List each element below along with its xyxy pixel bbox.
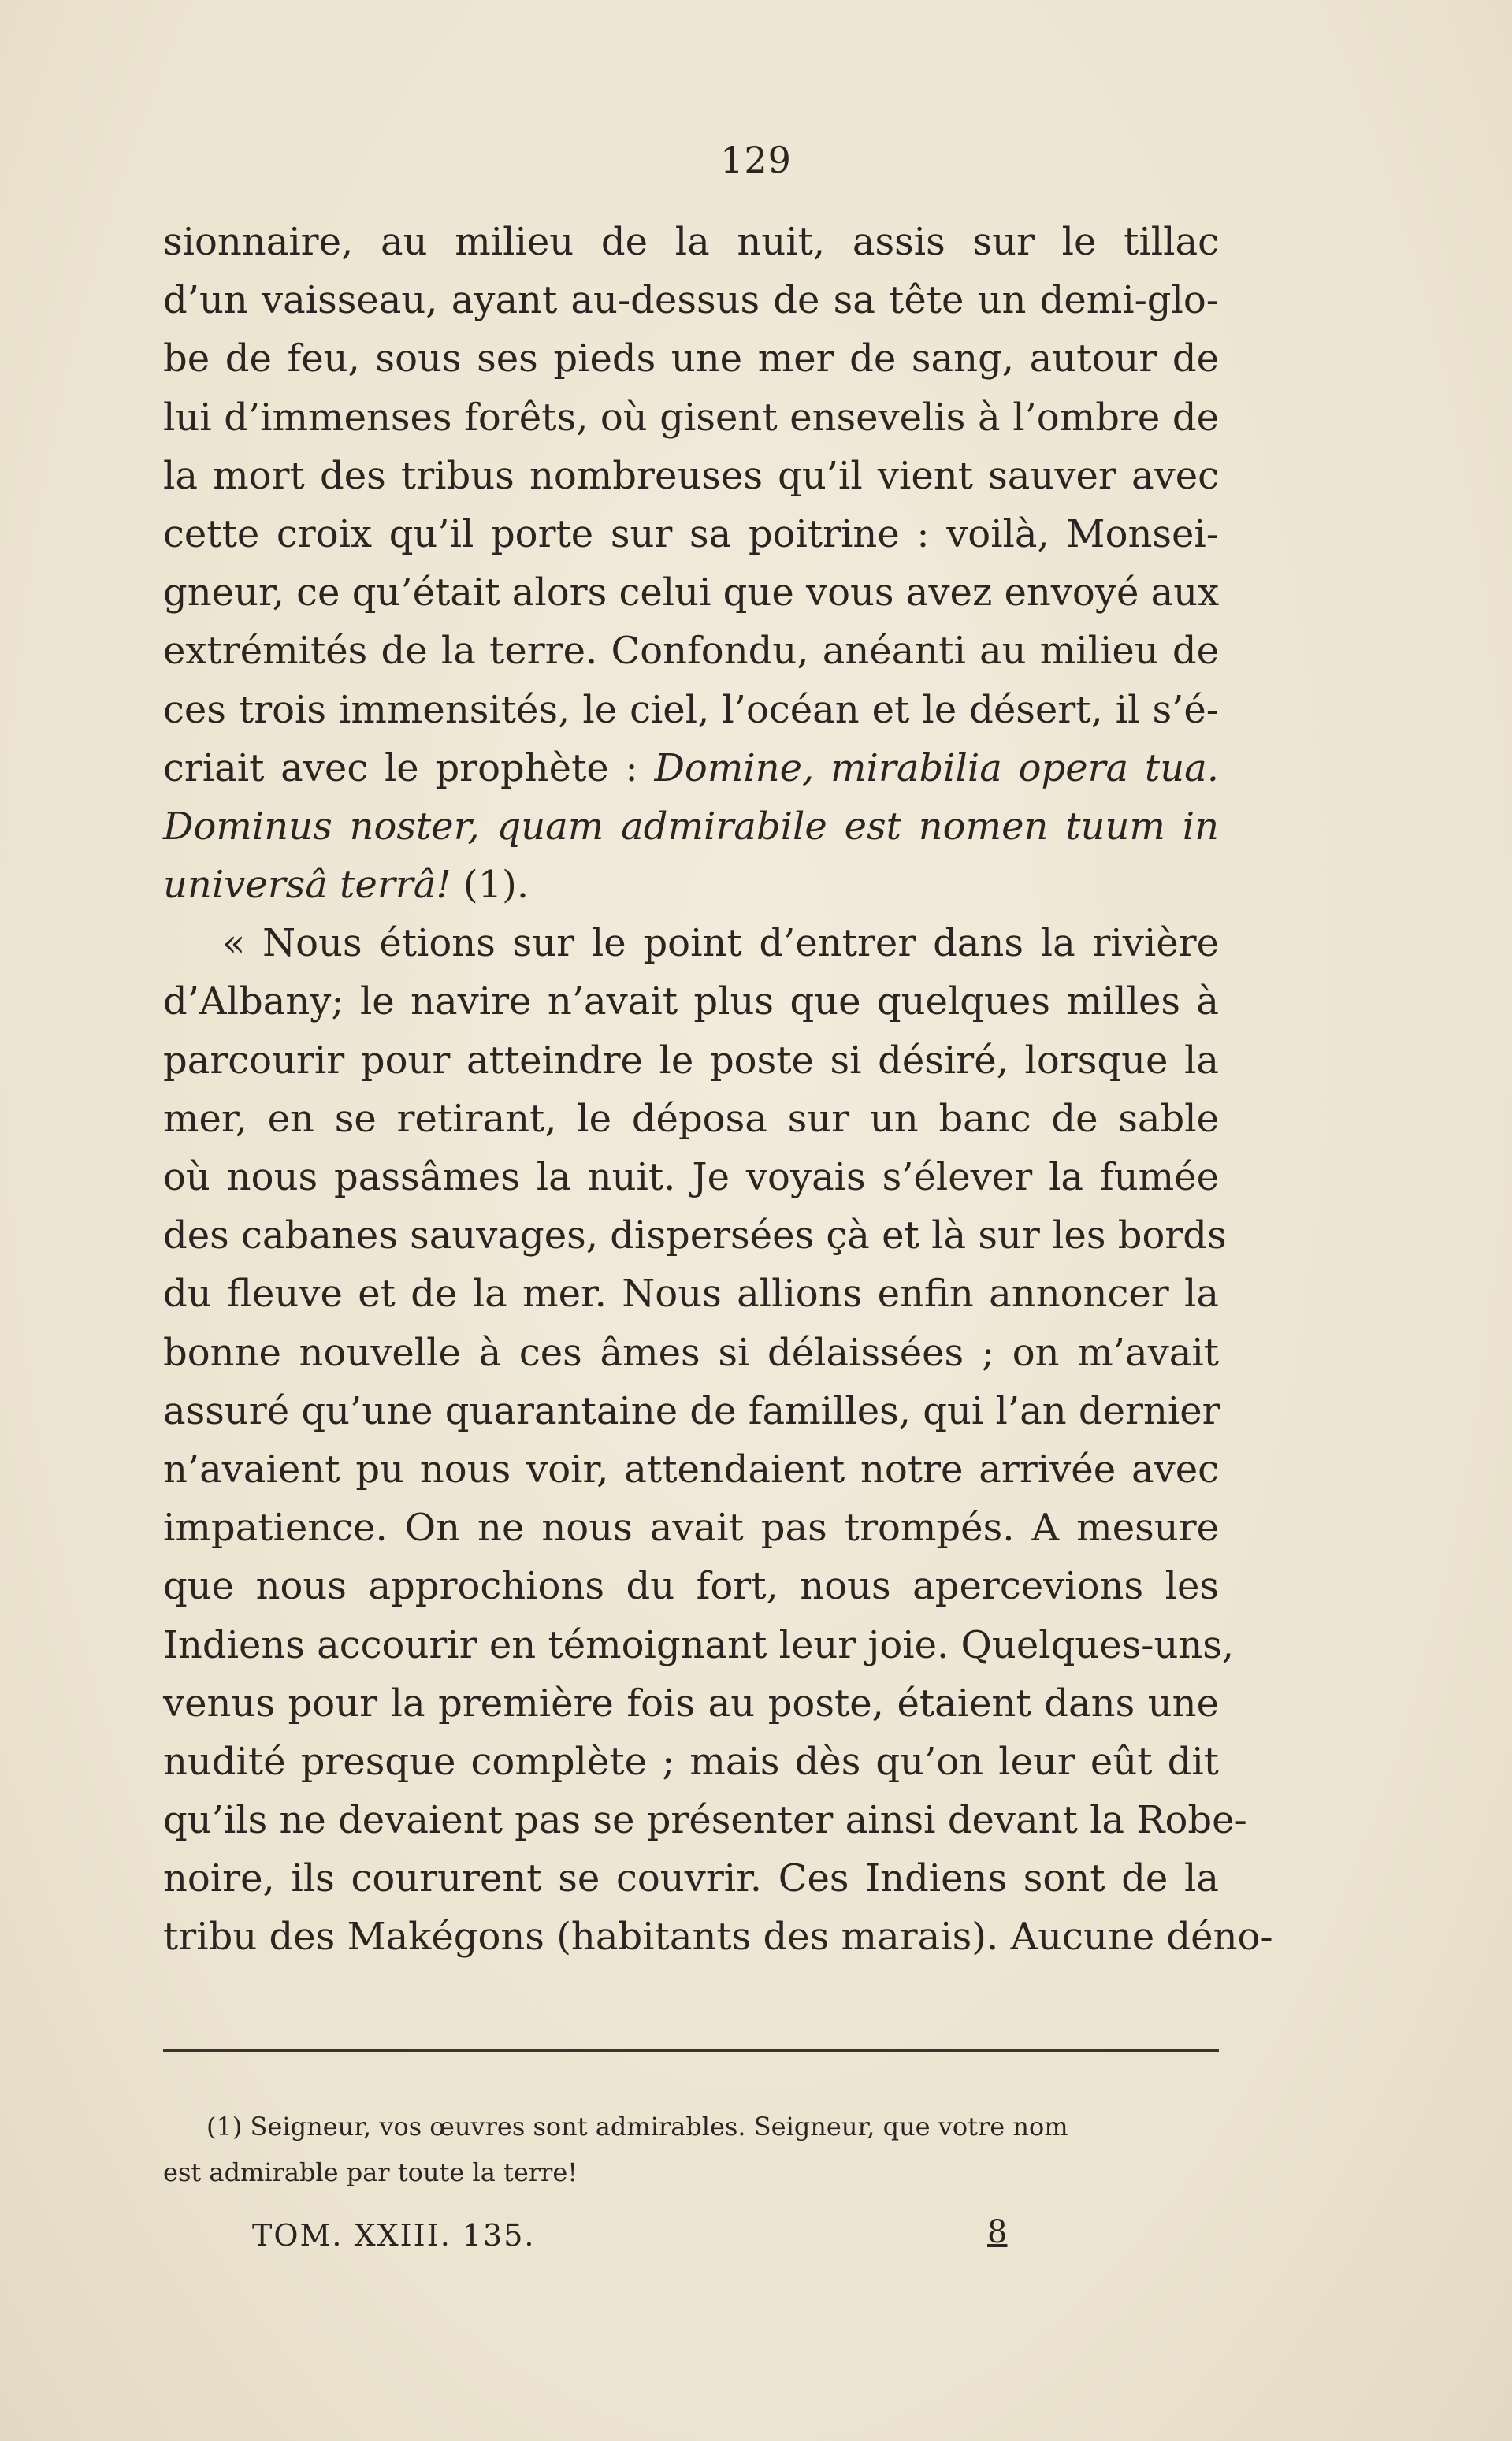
latin-line: Dominus noster, quam admirabile est nomen tuum in bbox=[163, 804, 1219, 849]
text-line: des cabanes sauvages, dispersées çà et là sur les bords bbox=[163, 1213, 1227, 1258]
text-line: lui d’immenses forêts, où gisent ensevelis à l’ombre de bbox=[163, 395, 1219, 440]
text-line: extrémités de la terre. Confondu, anéanti au milieu de bbox=[163, 629, 1219, 674]
text-line: d’Albany; le navire n’avait plus que quelques milles à bbox=[163, 979, 1219, 1024]
text-line: d’un vaisseau, ayant au-dessus de sa tête un demi-glo- bbox=[163, 278, 1219, 323]
text-line: qu’ils ne devaient pas se présenter ainsi devant la Robe- bbox=[163, 1798, 1247, 1843]
footnote-line: (1) Seigneur, vos œuvres sont admirables. Seigneur, que votre nom bbox=[206, 2112, 1068, 2142]
footnote-line: est admirable par toute la terre! bbox=[163, 2157, 578, 2187]
text-line: mer, en se retirant, le déposa sur un banc de sable bbox=[163, 1096, 1219, 1141]
text-line: du fleuve et de la mer. Nous allions enfin annoncer la bbox=[163, 1272, 1219, 1317]
text-line: la mort des tribus nombreuses qu’il vient sauver avec bbox=[163, 453, 1219, 498]
text-line-with-latin bbox=[163, 739, 1219, 797]
footnote-ref: (1). bbox=[451, 863, 529, 908]
text-line: n’avaient pu nous voir, attendaient notre arrivée avec bbox=[163, 1447, 1219, 1492]
text-line: que nous approchions du fort, nous apercevions les bbox=[163, 1564, 1219, 1609]
footnote-divider bbox=[163, 2049, 1219, 2052]
text-line: assuré qu’une quarantaine de familles, qui l’an dernier bbox=[163, 1388, 1220, 1433]
text-line: tribu des Makégons (habitants des marais). Aucune déno- bbox=[163, 1915, 1273, 1960]
text-line: parcourir pour atteindre le poste si désiré, lorsque la bbox=[163, 1038, 1219, 1083]
text-line: impatience. On ne nous avait pas trompés. A mesure bbox=[163, 1506, 1219, 1551]
text-line: bonne nouvelle à ces âmes si délaissées ; on m’avait bbox=[163, 1330, 1219, 1375]
text-line: venus pour la première fois au poste, étaient dans une bbox=[163, 1681, 1219, 1726]
volume-signature: TOM. XXIII. 135. bbox=[252, 2218, 536, 2253]
text-line: où nous passâmes la nuit. Je voyais s’élever la fumée bbox=[163, 1155, 1219, 1199]
text-line: ces trois immensités, le ciel, l’océan et le désert, il s’é- bbox=[163, 687, 1219, 732]
text-line: Indiens accourir en témoignant leur joie. Quelques-uns, bbox=[163, 1622, 1235, 1667]
text-line: be de feu, sous ses pieds une mer de sang, autour de bbox=[163, 336, 1219, 381]
body-text bbox=[163, 213, 1273, 1967]
text-line: nudité presque complète ; mais dès qu’on leur eût dit bbox=[163, 1739, 1219, 1784]
footnote bbox=[163, 2104, 1219, 2195]
latin-line-end bbox=[163, 856, 1219, 914]
page-number: 129 bbox=[720, 139, 792, 181]
latin-quote: Domine, mirabilia opera tua. bbox=[654, 745, 1219, 790]
text-segment: criait avec le prophète : bbox=[163, 745, 638, 790]
paragraph-start: « Nous étions sur le point d’entrer dans la rivière bbox=[222, 921, 1219, 966]
text-line: sionnaire, au milieu de la nuit, assis sur le tillac bbox=[163, 220, 1219, 264]
latin-quote-end: universâ terrâ! bbox=[163, 863, 451, 908]
text-line: cette croix qu’il porte sur sa poitrine : voilà, Monsei- bbox=[163, 511, 1219, 556]
text-line: gneur, ce qu’était alors celui que vous avez envoyé aux bbox=[163, 570, 1220, 615]
signature-mark: 8 bbox=[987, 2214, 1008, 2250]
text-line: noire, ils coururent se couvrir. Ces Indiens sont de la bbox=[163, 1856, 1219, 1901]
